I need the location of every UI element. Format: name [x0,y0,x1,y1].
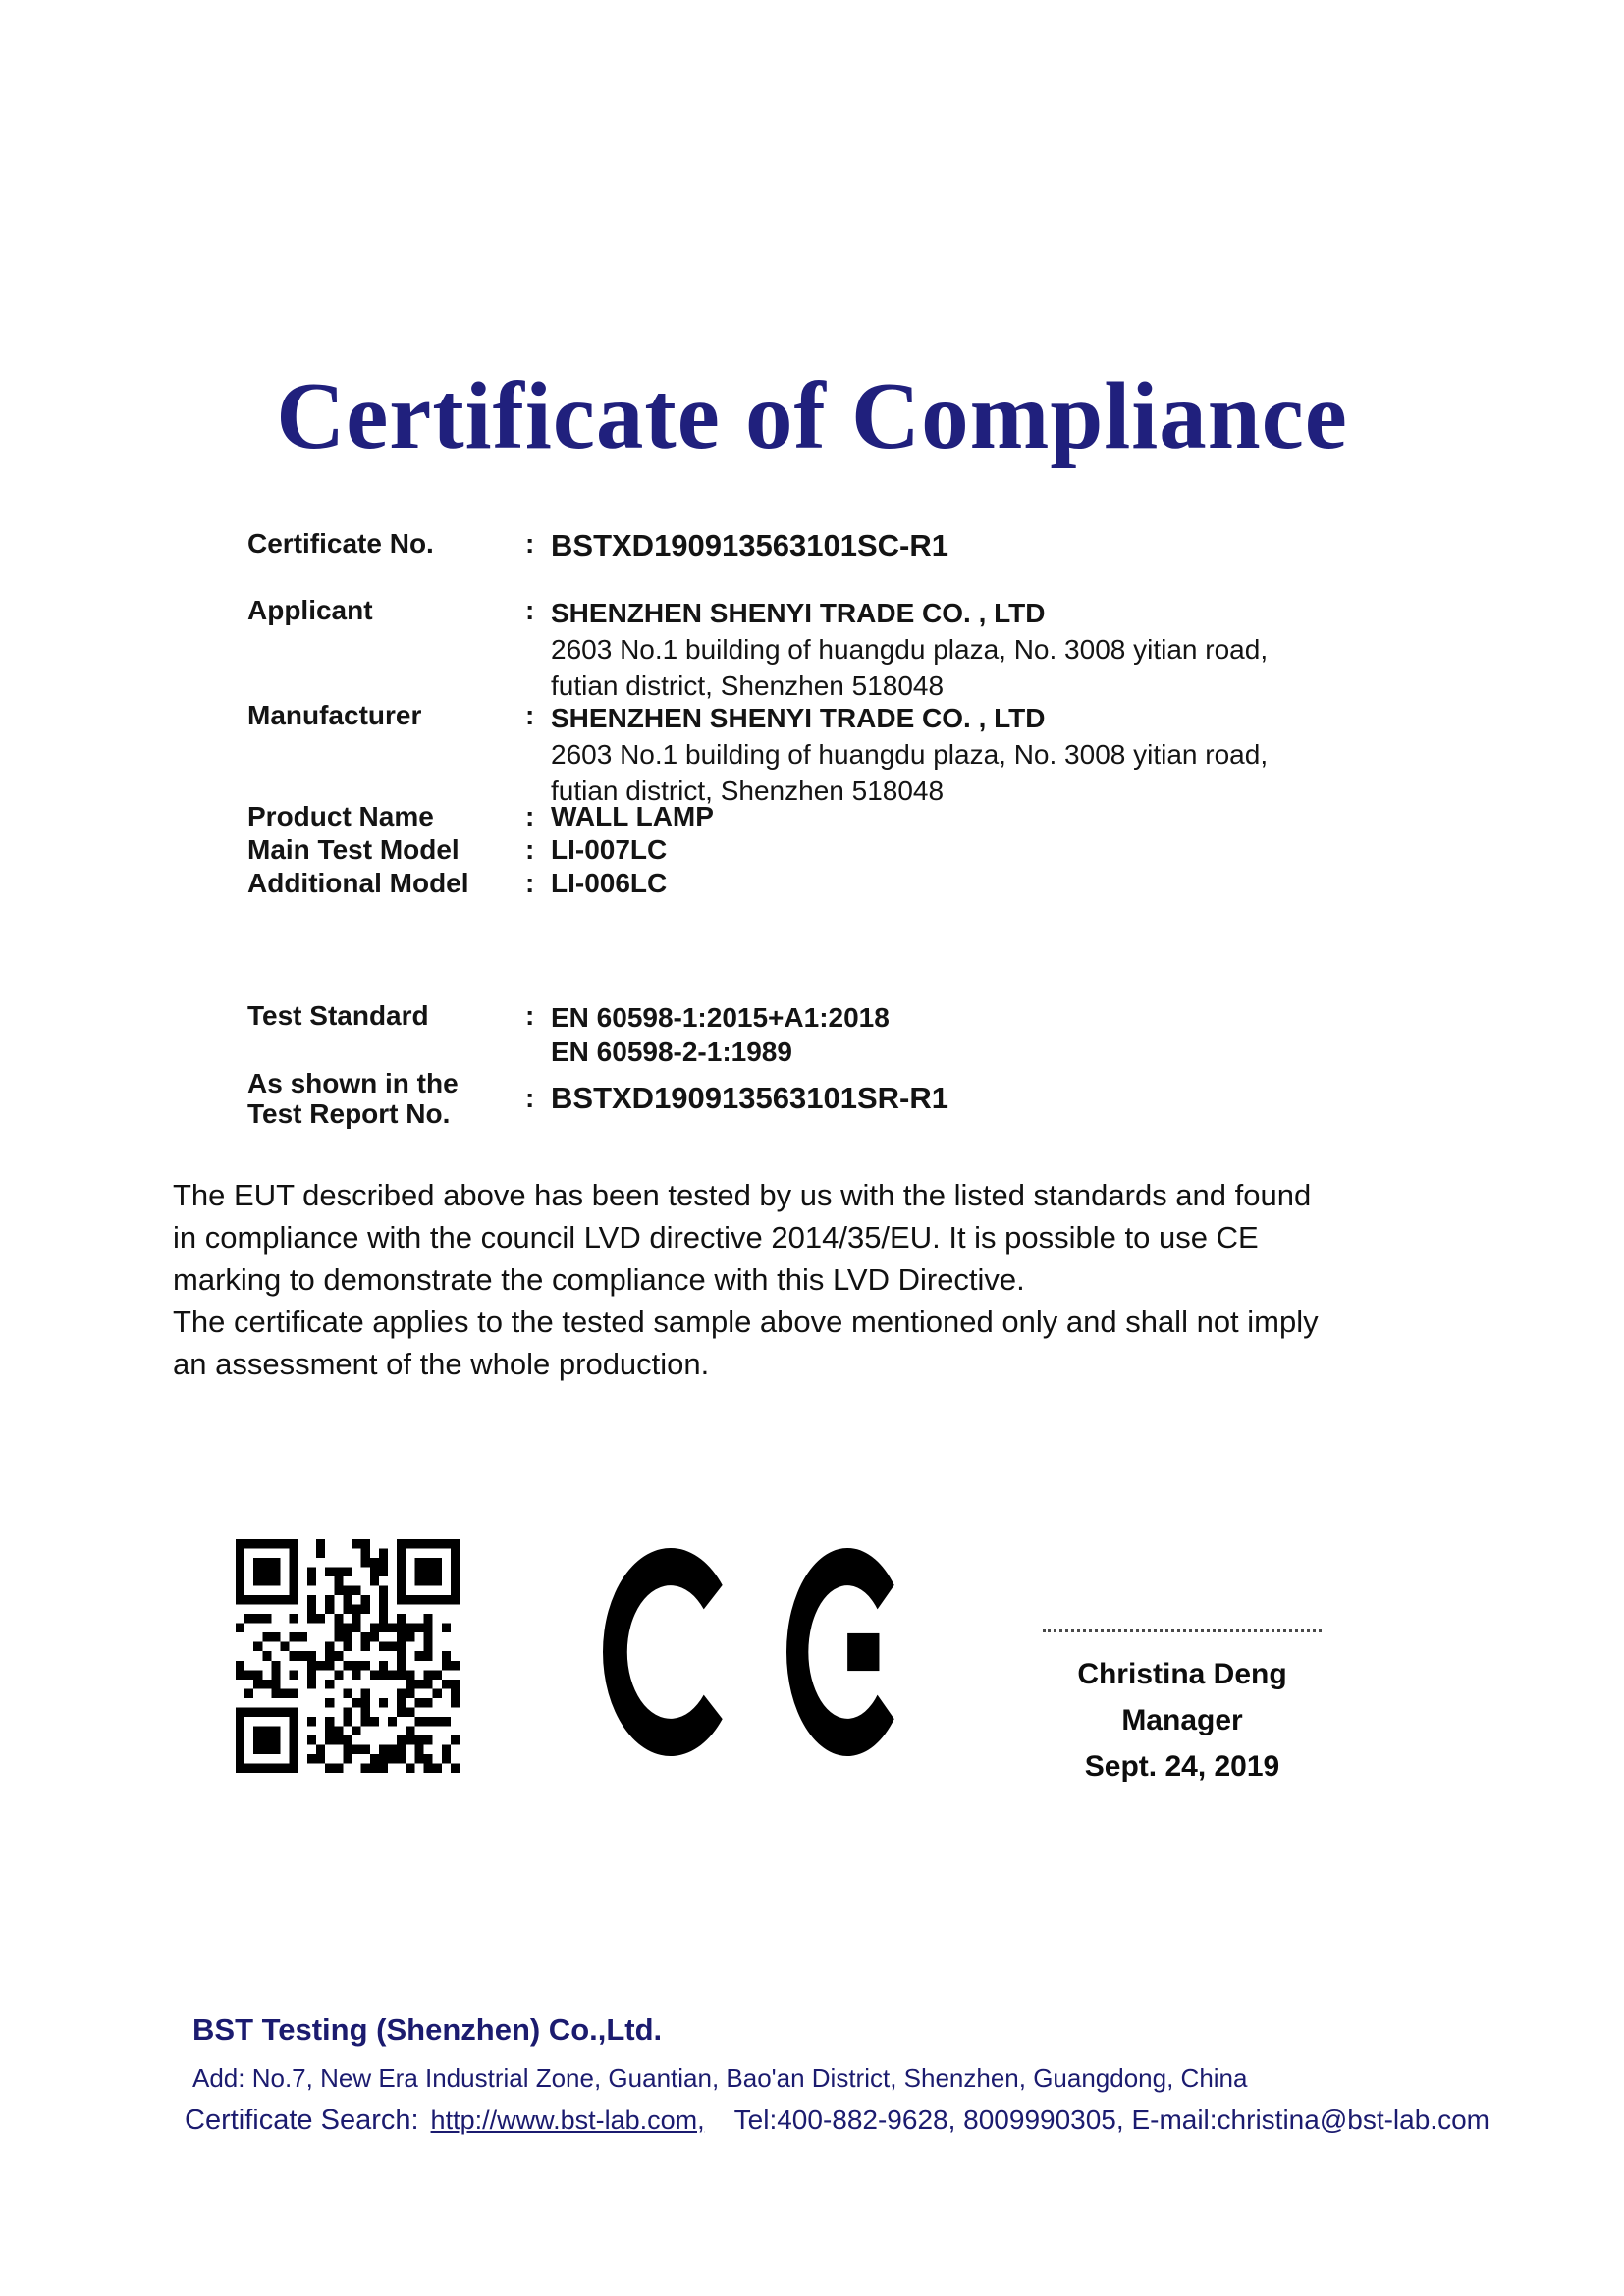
test-standard-line2: EN 60598-2-1:1989 [551,1037,792,1067]
applicant-address-line2: futian district, Shenzhen 518048 [551,670,945,701]
field-main-test-model [247,834,667,866]
certificate-search-label: Certificate Search: [185,2105,419,2136]
colon: : [525,1083,535,1113]
test-report-label-line2: Test Report No. [247,1098,451,1129]
main-test-model-value: LI-007LC [551,834,668,865]
signatory-name: Christina Deng [1077,1658,1287,1690]
certificate-search-url-link[interactable]: http://www.bst-lab.com, [430,2106,705,2135]
certificate-title: Certificate of Compliance [276,363,1348,468]
certificate-no-value: BSTXD190913563101SC-R1 [551,528,948,562]
field-product-name [247,801,714,832]
colon: : [525,700,535,730]
field-test-report [247,1068,948,1129]
field-manufacturer [247,700,1268,809]
colon: : [525,868,535,898]
signature-date: Sept. 24, 2019 [1084,1750,1280,1783]
colon: : [525,801,535,831]
test-report-label-line1: As shown in the [247,1068,459,1098]
manufacturer-label: Manufacturer [247,700,422,730]
additional-model-value: LI-006LC [551,868,668,898]
test-standard-value-block [551,1000,890,1069]
qr-code [236,1539,460,1773]
colon: : [525,528,535,559]
ce-mark-e-icon [786,1548,894,1756]
test-standard-label: Test Standard [247,1000,429,1031]
statement-line: in compliance with the council LVD directive 2014/35/EU. It is possible to use CE [173,1220,1259,1255]
signatory-role: Manager [1121,1704,1243,1736]
manufacturer-address-line1: 2603 No.1 building of huangdu plaza, No. 3008 yitian road, [551,739,1269,770]
applicant-address-line1: 2603 No.1 building of huangdu plaza, No. 3008 yitian road, [551,634,1269,665]
statement-line: The EUT described above has been tested by us with the listed standards and found [173,1178,1312,1212]
applicant-company: SHENZHEN SHENYI TRADE CO. , LTD [551,598,1046,628]
manufacturer-company: SHENZHEN SHENYI TRADE CO. , LTD [551,703,1046,733]
colon: : [525,834,535,865]
additional-model-label: Additional Model [247,868,469,898]
field-applicant [247,595,1268,704]
statement-line: The certificate applies to the tested sample above mentioned only and shall not imply [173,1305,1319,1339]
footer-company-name: BST Testing (Shenzhen) Co.,Ltd. [192,2012,663,2047]
statement-line: an assessment of the whole production. [173,1347,710,1381]
signature-line [1043,1629,1322,1632]
ce-mark-c-icon [603,1548,723,1756]
statement-paragraph [173,1174,1319,1385]
field-test-standard [247,1000,890,1069]
test-report-label [247,1068,525,1129]
product-name-value: WALL LAMP [551,801,714,831]
test-standard-line1: EN 60598-1:2015+A1:2018 [551,1002,890,1033]
field-additional-model [247,868,667,899]
certificate-no-label: Certificate No. [247,528,434,559]
qr-code-icon [236,1539,460,1773]
footer-certificate-search [185,2105,1489,2137]
ce-mark [603,1548,894,1756]
footer-contact-info: Tel:400-882-9628, 8009990305, E-mail:christina@bst-lab.com [733,2105,1489,2135]
manufacturer-address-line2: futian district, Shenzhen 518048 [551,775,945,806]
colon: : [525,1000,535,1031]
statement-line: marking to demonstrate the compliance with this LVD Directive. [173,1262,1025,1297]
main-test-model-label: Main Test Model [247,834,460,865]
applicant-label: Applicant [247,595,373,625]
manufacturer-value-block [551,700,1268,809]
footer-company-address: Add: No.7, New Era Industrial Zone, Guantian, Bao'an District, Shenzhen, Guangdong, China [192,2063,1248,2093]
signature-block [1043,1629,1322,1796]
colon: : [525,595,535,625]
test-report-value: BSTXD190913563101SR-R1 [551,1081,948,1115]
field-certificate-no [247,528,948,563]
applicant-value-block [551,595,1268,704]
product-name-label: Product Name [247,801,434,831]
